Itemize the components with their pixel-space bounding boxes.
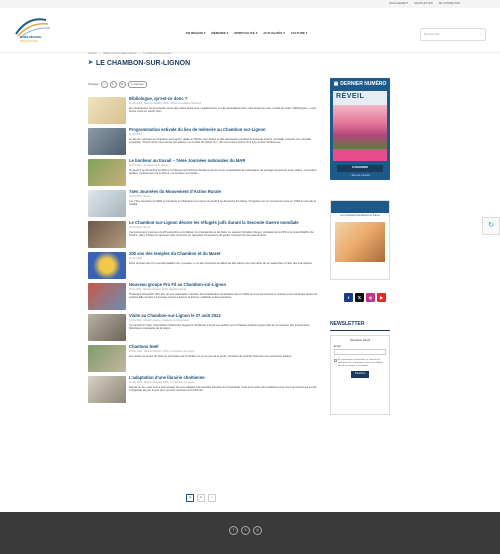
topbar-link-engagement[interactable]: ENGAGEMENT bbox=[389, 2, 409, 6]
site-header bbox=[0, 8, 500, 53]
list-item[interactable] bbox=[88, 314, 320, 341]
share-label: Partage bbox=[88, 81, 99, 86]
social-links bbox=[344, 293, 386, 302]
list-item[interactable] bbox=[88, 190, 320, 217]
chevron-down-icon: ▾ bbox=[255, 31, 258, 35]
utility-bar bbox=[0, 0, 500, 8]
print-icon: ⎙ bbox=[130, 82, 133, 86]
print-label: Imprimer bbox=[133, 82, 144, 86]
page-2-button[interactable]: 2 bbox=[197, 494, 205, 502]
magazine-logo: RÉVEIL bbox=[336, 92, 365, 100]
ad-banner-text: Les protestants thématiques en France bbox=[340, 214, 380, 217]
nav-label-actualites: ACTUALITÉS bbox=[263, 31, 283, 35]
article-meta: 03 Déc 2021 · Martine Chavolet, Chiffo, Le Chambon-sur-Lignon bbox=[129, 350, 195, 353]
article-list bbox=[88, 97, 320, 407]
chevron-down-icon: ▾ bbox=[226, 31, 229, 35]
nav-item-actualites[interactable] bbox=[263, 32, 285, 36]
email-field[interactable] bbox=[334, 349, 386, 355]
consent-text: En soumettant ce formulaire, je consens au traitement des informations saisies par l’Église afin de m’envoyer la newsletter bbox=[338, 358, 383, 367]
page-title bbox=[88, 59, 190, 68]
article-thumbnail[interactable] bbox=[88, 221, 126, 248]
instagram-icon[interactable]: ◎ bbox=[253, 526, 262, 535]
search-input[interactable]: Rechercher... bbox=[424, 31, 442, 36]
article-thumbnail[interactable] bbox=[88, 190, 126, 217]
instagram-icon[interactable]: ◎ bbox=[366, 293, 375, 302]
breadcrumb-separator: › bbox=[99, 52, 101, 55]
breadcrumb-separator: › bbox=[139, 52, 141, 55]
ad-banner-image bbox=[335, 222, 385, 262]
nav-label-spiritualite: SPIRITUALITÉ bbox=[234, 31, 255, 35]
article-meta: 01 Juil 2024 bbox=[129, 133, 142, 136]
list-item[interactable] bbox=[88, 97, 320, 124]
site-logo[interactable] bbox=[10, 10, 60, 50]
twitter-share-icon[interactable]: 𝕏 bbox=[110, 81, 117, 88]
breadcrumb-home[interactable]: Accueil bbox=[88, 52, 97, 55]
article-meta: 26 Juin 2025 · Martine Chavolet, Chiffo, Comité de rédaction de Réveil bbox=[129, 102, 201, 105]
article-thumbnail[interactable] bbox=[88, 314, 126, 341]
article-excerpt: Cet événement s’est tenu le 28 septembre à la Maison du protestantisme de Paris. Le pasteur Christian Krieger, président de la FPF et le Grand Rabbin de France, Haïm Korsia ont retrouvé cette rencontre en rappelant l’importance de garder mémoire de ces événements. bbox=[129, 230, 314, 238]
list-item[interactable] bbox=[88, 252, 320, 279]
article-excerpt: Ce samedi 27 août, l’association Patrimoine huguenot d’Ardèche a invité ses publics sur le Plateau Vivarais-Lignon afin de se souvenir des événements historiques marquants de la région. bbox=[129, 323, 310, 331]
magazine-cover-band bbox=[333, 149, 387, 161]
ad-banner-header bbox=[331, 201, 389, 213]
next-page-button[interactable]: › bbox=[208, 494, 216, 502]
article-title[interactable]: Visite au Chambon-sur-Lignon le 27 août 2022 bbox=[129, 313, 221, 318]
article-title[interactable]: Le bonheur au travail – 7ème Journées nationales du MAR bbox=[129, 158, 246, 163]
facebook-icon[interactable]: f bbox=[344, 293, 353, 302]
list-item[interactable] bbox=[88, 283, 320, 310]
topbar-link-newsletter[interactable]: NEWSLETTER bbox=[414, 2, 433, 6]
pagination bbox=[186, 494, 216, 502]
facebook-share-icon[interactable]: f bbox=[101, 81, 108, 88]
topbar-link-login[interactable]: SE CONNECTER bbox=[438, 2, 460, 6]
promo-title bbox=[333, 81, 387, 88]
article-meta: 13 Oct 2022 · Mireille Lemaitre, présidente de l’association bbox=[129, 319, 189, 322]
article-thumbnail[interactable] bbox=[88, 376, 126, 403]
newsletter-form bbox=[330, 335, 390, 415]
list-item[interactable] bbox=[88, 128, 320, 155]
article-excerpt: Deux temples que l’on pourrait qualifier de « jumeaux » ont été construits au début du 19e siècle pour permettre de se rassembler à l’abri des intempéries. bbox=[129, 261, 313, 265]
email-share-icon[interactable]: ✉ bbox=[119, 81, 126, 88]
magazine-cover-header bbox=[333, 91, 387, 105]
article-title[interactable]: 200 ans des temples du Chambon et du Mazet bbox=[129, 251, 221, 256]
magazine-icon: ▣ bbox=[333, 81, 339, 87]
subscribe-button[interactable]: S'ABONNER bbox=[337, 165, 383, 172]
logo-mark-icon bbox=[10, 10, 60, 50]
newsletter-widget bbox=[330, 321, 390, 415]
nav-label-culture: CULTURE bbox=[290, 31, 305, 35]
article-title[interactable]: Chantons Noël bbox=[129, 344, 159, 349]
consent-row bbox=[334, 359, 386, 368]
latest-issue-promo bbox=[330, 78, 390, 180]
newsletter-submit-button[interactable]: S'inscrire bbox=[351, 371, 369, 378]
nav-label-region: EN RÉGION bbox=[186, 31, 203, 35]
share-bar bbox=[88, 81, 147, 88]
article-excerpt: Le lieu de mémoire au Chambon-sur-Lignon, dédié à l’histoire des Justes et des résistances pendant la Seconde Guerre mondiale, propose une nouvelle exposition “Trente récits pour sauver les artistes. Le combat de Varian Fry”, des rencontres autour d’un livre et des conférences. bbox=[129, 137, 312, 145]
article-title[interactable]: Le Chambon-sur-Lignon décore les réfugiés juifs durant la Seconde Guerre mondiale bbox=[129, 220, 299, 225]
article-thumbnail[interactable] bbox=[88, 128, 126, 155]
search-icon[interactable]: ⌕ bbox=[480, 31, 482, 36]
list-item[interactable] bbox=[88, 159, 320, 186]
breadcrumb-current: Le Chambon-sur-Lignon bbox=[143, 52, 172, 55]
article-meta: 01 Déc 2021 · Martine Chavolet, Chiffo, Le Chambon-sur-Lignon bbox=[129, 381, 195, 384]
page-1-button[interactable]: 1 bbox=[186, 494, 194, 502]
breadcrumb bbox=[88, 52, 171, 55]
x-twitter-icon[interactable]: 𝕏 bbox=[241, 526, 250, 535]
facebook-icon[interactable]: f bbox=[229, 526, 238, 535]
youtube-icon[interactable]: ▶ bbox=[377, 293, 386, 302]
nav-item-memoire[interactable] bbox=[211, 32, 228, 36]
article-title[interactable]: L’adaptation d’une librairie chrétienne bbox=[129, 375, 205, 380]
recaptcha-icon: ↻ bbox=[488, 222, 494, 230]
article-thumbnail[interactable] bbox=[88, 345, 126, 372]
sidebar-ad-banner[interactable] bbox=[330, 200, 390, 280]
article-meta: 26 Avr 2023 · Martine Chavolet, Chiffo, Magazine Réveil bbox=[129, 288, 187, 291]
logo-text-1: MUSÉE RÉGIONAL bbox=[20, 36, 42, 39]
list-item[interactable] bbox=[88, 221, 320, 248]
search-field[interactable] bbox=[420, 28, 486, 41]
article-thumbnail[interactable] bbox=[88, 283, 126, 310]
article-title[interactable]: Bibliologue, qu’est-ce donc ? bbox=[129, 96, 188, 101]
article-excerpt: Protestant Filmophile (Pro-Fil) est une association membre de la Fédération protestante née en 1992 qui veut promouvoir le cinéma et les échanges autour du cinéma. Elle compte 13 groupes locaux à travers la France, rattachés à des paroisses. bbox=[129, 292, 318, 300]
article-meta: 02 Oct 2023 · Réveil bbox=[129, 226, 150, 229]
newsletter-title: NEWSLETTER bbox=[330, 321, 390, 331]
nav-item-spiritualite[interactable] bbox=[234, 32, 257, 36]
article-title[interactable]: 74es Journées du Mouvement d’Action Rurale bbox=[129, 189, 221, 194]
article-thumbnail[interactable] bbox=[88, 159, 126, 186]
location-pin-icon: ➤ bbox=[88, 59, 94, 66]
site-footer bbox=[0, 512, 500, 554]
article-excerpt: Les visites au temps de Noël se sont faites par la fenêtre ou sur le pas de la porte. Occasion de chanter Noël pour les personnes isolées. bbox=[129, 354, 292, 358]
breadcrumb-region[interactable]: Région Centre-Haute-Alsace bbox=[103, 52, 137, 55]
recaptcha-badge[interactable] bbox=[482, 217, 500, 235]
email-field-label: Email * bbox=[334, 344, 342, 348]
article-thumbnail[interactable] bbox=[88, 252, 126, 279]
article-meta: 27 Juin 2023 bbox=[129, 257, 143, 260]
list-item[interactable] bbox=[88, 376, 320, 403]
nav-label-memoire: MÉMOIRE bbox=[211, 31, 226, 35]
nav-item-region[interactable] bbox=[186, 32, 205, 36]
article-title[interactable]: Nouveau groupe Pro Fil au Chambon-sur-Lignon bbox=[129, 282, 227, 287]
article-title[interactable]: Programmation estivale du lieu de mémoire au Chambon-sur-Lignon bbox=[129, 127, 266, 132]
promo-title-text: DERNIER NUMÉRO bbox=[340, 81, 387, 87]
print-button[interactable] bbox=[128, 81, 147, 88]
article-thumbnail[interactable] bbox=[88, 97, 126, 124]
logo-text-2: PROTESTANTE bbox=[20, 39, 38, 43]
list-item[interactable] bbox=[88, 345, 320, 372]
magazine-cover-photo bbox=[333, 105, 387, 149]
chevron-down-icon: ▾ bbox=[203, 31, 206, 35]
magazine-cover[interactable] bbox=[333, 91, 387, 161]
article-excerpt: De nombreuses communautés vivent des cultes autrement: régulièrement ou plus épisodiquement, mais lorsqu’on nous a parlé du culte « Bibliologue », nous avons voulu en savoir plus ! bbox=[129, 106, 317, 114]
sidebar bbox=[330, 78, 390, 280]
consent-checkbox[interactable] bbox=[334, 359, 337, 362]
article-excerpt: Les 74es Journées du MAR se tiendront au Chambon-sur-Lignon du jeudi 5 au dimanche 8 octobre. Projection sur ce mouvement créé en 1948 au sein de la ruralité. bbox=[129, 199, 316, 207]
x-twitter-icon[interactable]: 𝕏 bbox=[355, 293, 364, 302]
page-title-text: LE CHAMBON-SUR-LIGNON bbox=[96, 60, 191, 67]
chevron-down-icon: ▾ bbox=[283, 31, 285, 35]
article-meta: 02 Oct 2023 · Réveil bbox=[129, 195, 150, 198]
article-excerpt: Du jeudi 5 au dimanche 8 octobre, le Mouvement d’Action Rurale a permis à une cinquantaine de participants de partager sa journée entre visites, rencontres, ateliers, conférences sur le thème « le bonheur au travail ». bbox=[129, 168, 318, 176]
footer-social-links bbox=[229, 526, 262, 535]
article-meta: 30 Oct 2023 · Christiane Pirari, Réveil bbox=[129, 164, 168, 167]
chevron-down-icon: ▾ bbox=[305, 31, 308, 35]
nav-item-culture[interactable] bbox=[291, 32, 308, 36]
article-excerpt: Depuis un an, nous avons tous essayé de nous adapter à la nouvelle situation de l’incertitude. Cela peut poser des problèmes pour les commerces qui ont dû s’organiser au jour le jour pour pouvoir continuer à fonctionner. bbox=[129, 385, 317, 393]
newsletter-label: Newsletter Réveil bbox=[349, 338, 371, 342]
all-issues-link[interactable]: › Tous les numéros bbox=[349, 173, 371, 177]
main-nav bbox=[186, 32, 307, 36]
